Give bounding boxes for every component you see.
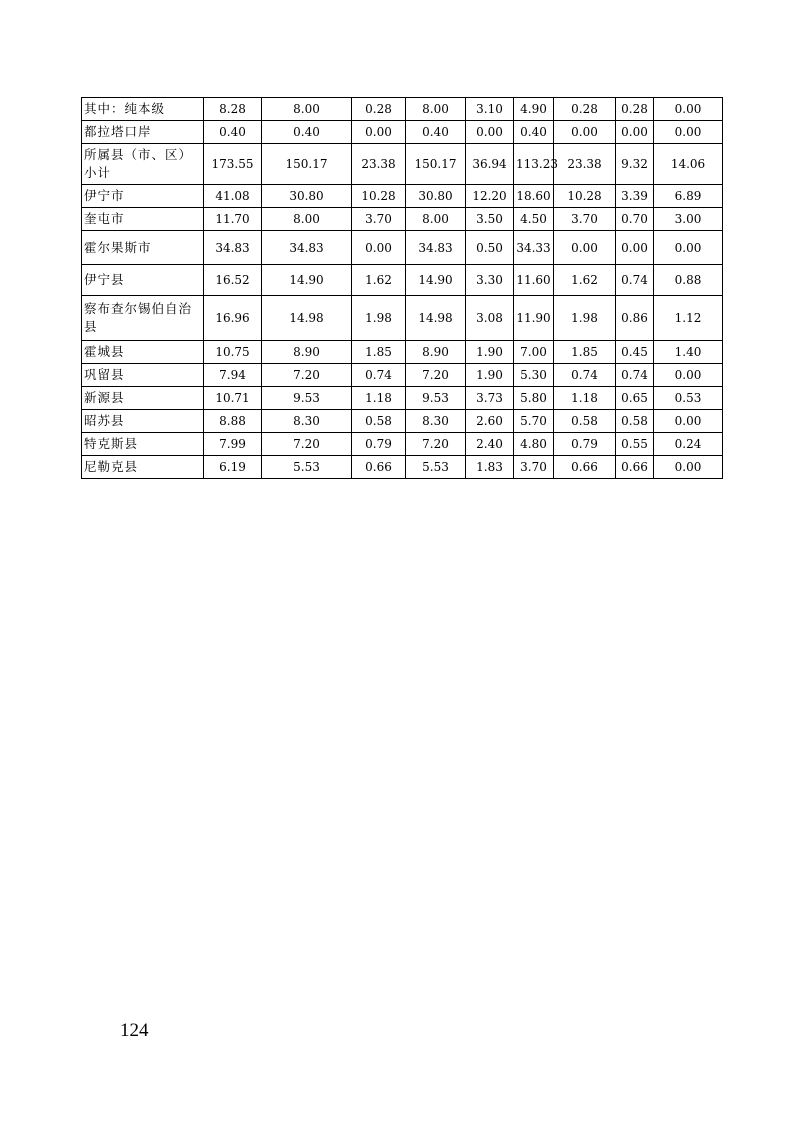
table-cell: 1.12 (654, 296, 723, 341)
table-cell: 0.79 (554, 433, 616, 456)
table-cell: 0.74 (352, 364, 406, 387)
row-name: 所属县（市、区）小计 (82, 144, 204, 185)
table-cell: 16.96 (204, 296, 262, 341)
table-cell: 18.60 (514, 185, 554, 208)
table-cell: 1.40 (654, 341, 723, 364)
table-cell: 8.30 (406, 410, 466, 433)
table-cell: 7.94 (204, 364, 262, 387)
table-row (82, 387, 723, 410)
table-cell: 11.90 (514, 296, 554, 341)
table-cell: 0.00 (654, 231, 723, 265)
row-name: 奎屯市 (82, 208, 204, 231)
table-cell: 0.40 (514, 121, 554, 144)
table-cell: 1.85 (554, 341, 616, 364)
table-cell: 150.17 (262, 144, 352, 185)
table-cell: 5.70 (514, 410, 554, 433)
table-cell: 0.28 (616, 98, 654, 121)
table-cell: 14.98 (406, 296, 466, 341)
table-cell: 0.28 (352, 98, 406, 121)
table-row (82, 144, 723, 185)
table-cell: 0.74 (554, 364, 616, 387)
table-cell: 0.58 (554, 410, 616, 433)
table-cell: 3.50 (466, 208, 514, 231)
table-cell: 5.80 (514, 387, 554, 410)
table-cell: 34.83 (406, 231, 466, 265)
table-cell: 150.17 (406, 144, 466, 185)
table-cell: 0.00 (616, 231, 654, 265)
table-cell: 1.90 (466, 364, 514, 387)
table-row (82, 296, 723, 341)
table-cell: 0.74 (616, 265, 654, 296)
table-cell: 0.00 (654, 98, 723, 121)
table-cell: 0.65 (616, 387, 654, 410)
row-name: 尼勒克县 (82, 456, 204, 479)
table-cell: 1.85 (352, 341, 406, 364)
table-cell: 0.00 (352, 121, 406, 144)
table-cell: 2.40 (466, 433, 514, 456)
row-name: 巩留县 (82, 364, 204, 387)
table-cell: 0.45 (616, 341, 654, 364)
table-cell: 1.62 (554, 265, 616, 296)
row-name: 昭苏县 (82, 410, 204, 433)
table-cell: 0.40 (262, 121, 352, 144)
row-name: 霍尔果斯市 (82, 231, 204, 265)
table-cell: 0.50 (466, 231, 514, 265)
table-cell: 0.58 (352, 410, 406, 433)
table-cell: 0.00 (654, 364, 723, 387)
table-cell: 10.75 (204, 341, 262, 364)
table-cell: 10.28 (352, 185, 406, 208)
table-cell: 8.28 (204, 98, 262, 121)
table-cell: 0.70 (616, 208, 654, 231)
table-row (82, 341, 723, 364)
table-cell: 7.20 (406, 433, 466, 456)
table-cell: 7.20 (406, 364, 466, 387)
table-cell: 0.55 (616, 433, 654, 456)
table-cell: 11.60 (514, 265, 554, 296)
table-cell: 0.00 (466, 121, 514, 144)
table-cell: 8.00 (262, 208, 352, 231)
table-cell: 113.23 (514, 144, 554, 185)
table-cell: 3.70 (352, 208, 406, 231)
table-cell: 4.80 (514, 433, 554, 456)
table-cell: 11.70 (204, 208, 262, 231)
table-cell: 1.98 (352, 296, 406, 341)
data-table (81, 97, 723, 479)
table-cell: 1.62 (352, 265, 406, 296)
table-cell: 30.80 (406, 185, 466, 208)
table-cell: 0.00 (654, 410, 723, 433)
table-cell: 7.99 (204, 433, 262, 456)
table-cell: 0.88 (654, 265, 723, 296)
table-cell: 1.18 (554, 387, 616, 410)
table-cell: 3.30 (466, 265, 514, 296)
row-name: 霍城县 (82, 341, 204, 364)
table-cell: 5.30 (514, 364, 554, 387)
table-cell: 0.00 (654, 121, 723, 144)
table-row (82, 121, 723, 144)
table-row (82, 185, 723, 208)
table-cell: 9.32 (616, 144, 654, 185)
table-cell: 8.30 (262, 410, 352, 433)
table-row (82, 364, 723, 387)
table-cell: 0.66 (616, 456, 654, 479)
table-cell: 173.55 (204, 144, 262, 185)
page-number: 124 (120, 1020, 149, 1041)
table-cell: 0.00 (554, 231, 616, 265)
table-cell: 4.50 (514, 208, 554, 231)
table-cell: 12.20 (466, 185, 514, 208)
table-cell: 0.40 (204, 121, 262, 144)
table-row (82, 456, 723, 479)
table-cell: 7.20 (262, 364, 352, 387)
table-cell: 3.73 (466, 387, 514, 410)
table-cell: 0.79 (352, 433, 406, 456)
table-cell: 0.00 (554, 121, 616, 144)
table-cell: 1.90 (466, 341, 514, 364)
table-cell: 0.00 (654, 456, 723, 479)
table-cell: 34.33 (514, 231, 554, 265)
table-cell: 7.20 (262, 433, 352, 456)
row-name: 都拉塔口岸 (82, 121, 204, 144)
table-cell: 1.83 (466, 456, 514, 479)
table-cell: 3.70 (514, 456, 554, 479)
table-cell: 0.58 (616, 410, 654, 433)
table-cell: 8.00 (262, 98, 352, 121)
table-cell: 0.24 (654, 433, 723, 456)
table-cell: 14.90 (262, 265, 352, 296)
table-cell: 8.90 (406, 341, 466, 364)
table-cell: 3.70 (554, 208, 616, 231)
table-cell: 14.06 (654, 144, 723, 185)
table-cell: 23.38 (352, 144, 406, 185)
table-cell: 34.83 (262, 231, 352, 265)
table-cell: 16.52 (204, 265, 262, 296)
table-cell: 0.00 (352, 231, 406, 265)
table-cell: 8.88 (204, 410, 262, 433)
table-cell: 7.00 (514, 341, 554, 364)
table-cell: 3.00 (654, 208, 723, 231)
table-cell: 3.39 (616, 185, 654, 208)
table-row (82, 433, 723, 456)
table-cell: 0.74 (616, 364, 654, 387)
row-name: 新源县 (82, 387, 204, 410)
table-cell: 14.90 (406, 265, 466, 296)
table-cell: 0.28 (554, 98, 616, 121)
table-cell: 1.98 (554, 296, 616, 341)
table-cell: 3.10 (466, 98, 514, 121)
table-cell: 30.80 (262, 185, 352, 208)
table-cell: 6.89 (654, 185, 723, 208)
row-name: 特克斯县 (82, 433, 204, 456)
table-cell: 2.60 (466, 410, 514, 433)
table-cell: 3.08 (466, 296, 514, 341)
table-cell: 8.90 (262, 341, 352, 364)
row-name: 察布查尔锡伯自治县 (82, 296, 204, 341)
table-cell: 0.40 (406, 121, 466, 144)
table-cell: 5.53 (406, 456, 466, 479)
table-cell: 0.66 (554, 456, 616, 479)
table-cell: 41.08 (204, 185, 262, 208)
table-row (82, 265, 723, 296)
row-name: 其中：纯本级 (82, 98, 204, 121)
table-cell: 1.18 (352, 387, 406, 410)
table-cell: 0.00 (616, 121, 654, 144)
table-row (82, 231, 723, 265)
table-row (82, 410, 723, 433)
table-cell: 0.66 (352, 456, 406, 479)
row-name: 伊宁市 (82, 185, 204, 208)
table-cell: 8.00 (406, 98, 466, 121)
table-cell: 6.19 (204, 456, 262, 479)
table-cell: 9.53 (262, 387, 352, 410)
table-cell: 23.38 (554, 144, 616, 185)
table-row (82, 208, 723, 231)
table-cell: 36.94 (466, 144, 514, 185)
table-cell: 14.98 (262, 296, 352, 341)
table-cell: 9.53 (406, 387, 466, 410)
table-cell: 34.83 (204, 231, 262, 265)
table-cell: 0.53 (654, 387, 723, 410)
table-row (82, 98, 723, 121)
table-cell: 5.53 (262, 456, 352, 479)
table-cell: 0.86 (616, 296, 654, 341)
row-name: 伊宁县 (82, 265, 204, 296)
table-cell: 8.00 (406, 208, 466, 231)
table-cell: 4.90 (514, 98, 554, 121)
table-cell: 10.71 (204, 387, 262, 410)
table-cell: 10.28 (554, 185, 616, 208)
